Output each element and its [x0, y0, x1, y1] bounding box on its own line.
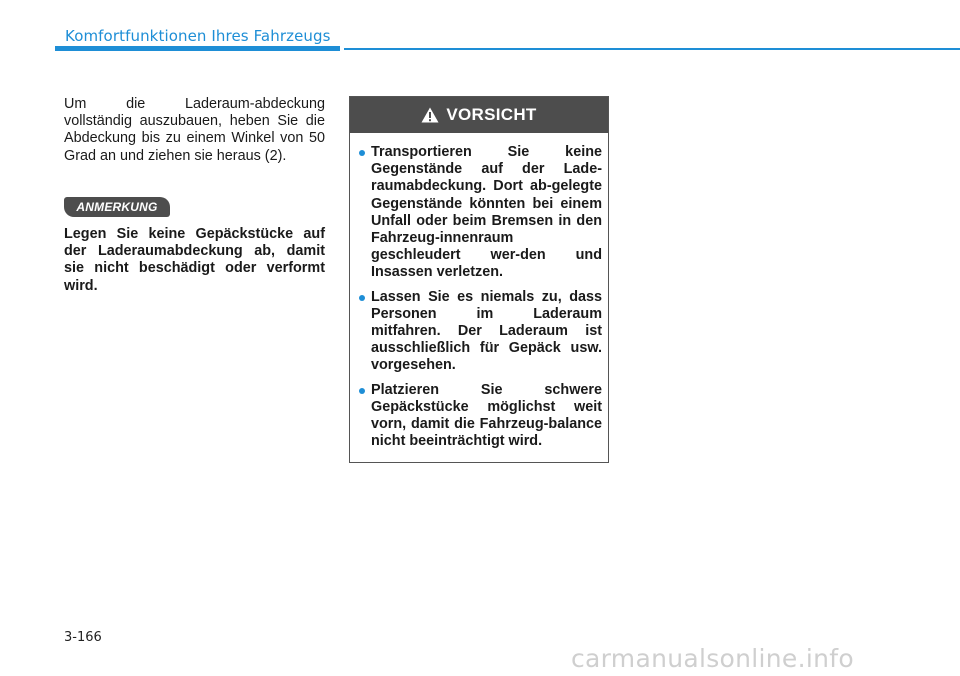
note-text: Legen Sie keine Gepäckstücke auf der Laderaumabdeckung ab, damit sie nicht beschädigt oder verformt wird.: [64, 226, 325, 294]
page-number: 3-166: [64, 630, 102, 645]
header-rule-thin: [344, 48, 960, 50]
caution-item: [356, 144, 602, 282]
watermark: carmanualsonline.info: [571, 644, 854, 673]
note-badge: ANMERKUNG: [64, 197, 170, 217]
caution-item-text: Lassen Sie es niemals zu, dass Personen im Laderaum mitfahren. Der Laderaum ist ausschließlich für Gepäck usw. vorgesehen.: [371, 288, 602, 374]
caution-list: [356, 144, 602, 457]
bullet-icon: [359, 150, 365, 156]
caution-title: VORSICHT: [446, 105, 537, 124]
caution-item-text: Platzieren Sie schwere Gepäckstücke möglichst weit vorn, damit die Fahrzeug-balance nicht beeinträchtigt wird.: [371, 381, 602, 450]
header-rule-thick: [55, 46, 340, 51]
caution-item: [356, 289, 602, 375]
instruction-paragraph: Um die Laderaum-abdeckung vollständig auszubauen, heben Sie die Abdeckung bis zu einem Winkel von 50 Grad an und ziehen sie heraus (2).: [64, 96, 325, 164]
warning-triangle-icon: [421, 107, 439, 123]
bullet-icon: [359, 295, 365, 301]
caution-item-text: Transportieren Sie keine Gegenstände auf der Lade-raumabdeckung. Dort ab-gelegte Gegenstände könnten bei einem Unfall oder beim Bremsen in den Fahrzeug-innenraum geschleudert wer-den und Insassen verletzen.: [371, 144, 602, 281]
bullet-icon: [359, 388, 365, 394]
caution-header: [350, 97, 608, 133]
caution-box: [349, 96, 609, 463]
caution-item: [356, 382, 602, 451]
section-title: Komfortfunktionen Ihres Fahrzeugs: [65, 27, 331, 45]
